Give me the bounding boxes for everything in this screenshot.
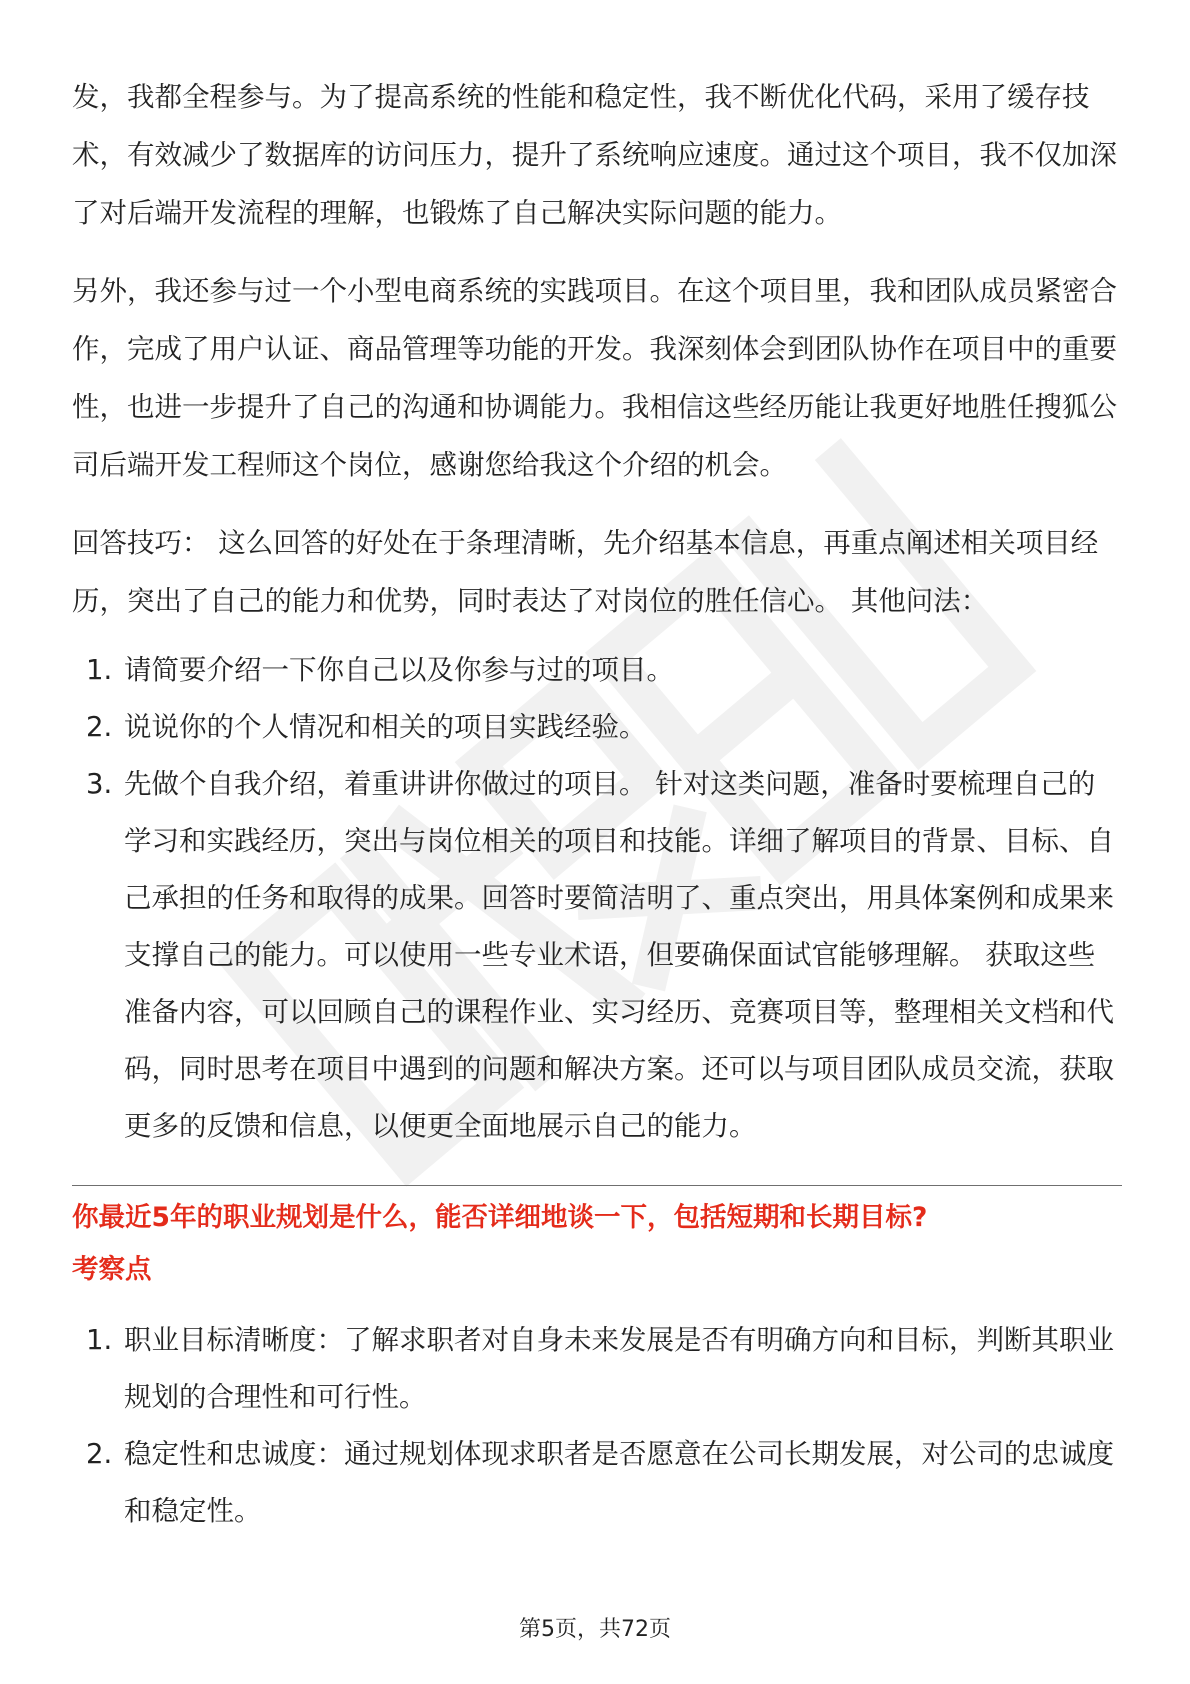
list-text: 稳定性和忠诚度：通过规划体现求职者是否愿意在公司长期发展，对公司的忠诚度和稳定性。 [124,1438,1114,1527]
list-number: 2. [86,711,113,743]
list-item [72,642,1122,699]
list-number: 1. [86,654,113,686]
list-text: 先做个自我介绍，着重讲讲你做过的项目。 针对这类问题，准备时要梳理自己的学习和实践经历，突出与岗位相关的项目和技能。详细了解项目的背景、目标、自己承担的任务和取得的成果。回答时要简洁明了、重点突出，用具体案例和成果来支撑自己的能力。可以使用一些专业术语，但要确保面试官能够理解。 获取这些准备内容，可以回顾自己的课程作业、实习经历、竞赛项目等，整理相关文档和代码，同时思考在项目中遇到的问题和解决方案。还可以与项目团队成员交流，获取更多的反馈和信息，以便更全面地展示自己的能力。 [124,768,1114,1142]
list-number: 3. [86,768,113,800]
document-body [72,68,1122,1540]
section-divider [72,1185,1122,1186]
exam-points-heading: 考察点 [72,1254,152,1285]
list-item [72,699,1122,756]
other-questions-list [72,642,1122,1155]
page-number: 第5页，共72页 [519,1617,671,1642]
paragraph-answer-tips: 回答技巧： 这么回答的好处在于条理清晰，先介绍基本信息，再重点阐述相关项目经历，突出了自己的能力和优势，同时表达了对岗位的胜任信心。 其他问法： [72,527,1099,617]
list-item [72,1426,1122,1540]
list-text: 说说你的个人情况和相关的项目实践经验。 [124,711,647,743]
list-item [72,756,1122,1155]
exam-points-list [72,1312,1122,1540]
list-text: 职业目标清晰度：了解求职者对自身未来发展是否有明确方向和目标，判断其职业规划的合理性和可行性。 [124,1324,1114,1413]
list-item [72,1312,1122,1426]
list-number: 1. [86,1324,113,1356]
paragraph-project-detail: 发，我都全程参与。为了提高系统的性能和稳定性，我不断优化代码，采用了缓存技术，有效减少了数据库的访问压力，提升了系统响应速度。通过这个项目，我不仅加深了对后端开发流程的理解，也锻炼了自己解决实际问题的能力。 [72,81,1117,229]
list-text: 请简要介绍一下你自己以及你参与过的项目。 [124,654,674,686]
question-title: 你最近5年的职业规划是什么，能否详细地谈一下，包括短期和长期目标? [72,1202,928,1233]
list-number: 2. [86,1438,113,1470]
paragraph-ecommerce-project: 另外，我还参与过一个小型电商系统的实践项目。在这个项目里，我和团队成员紧密合作，完成了用户认证、商品管理等功能的开发。我深刻体会到团队协作在项目中的重要性，也进一步提升了自己的沟通和协调能力。我相信这些经历能让我更好地胜任搜狐公司后端开发工程师这个岗位，感谢您给我这个介绍的机会。 [72,275,1117,481]
